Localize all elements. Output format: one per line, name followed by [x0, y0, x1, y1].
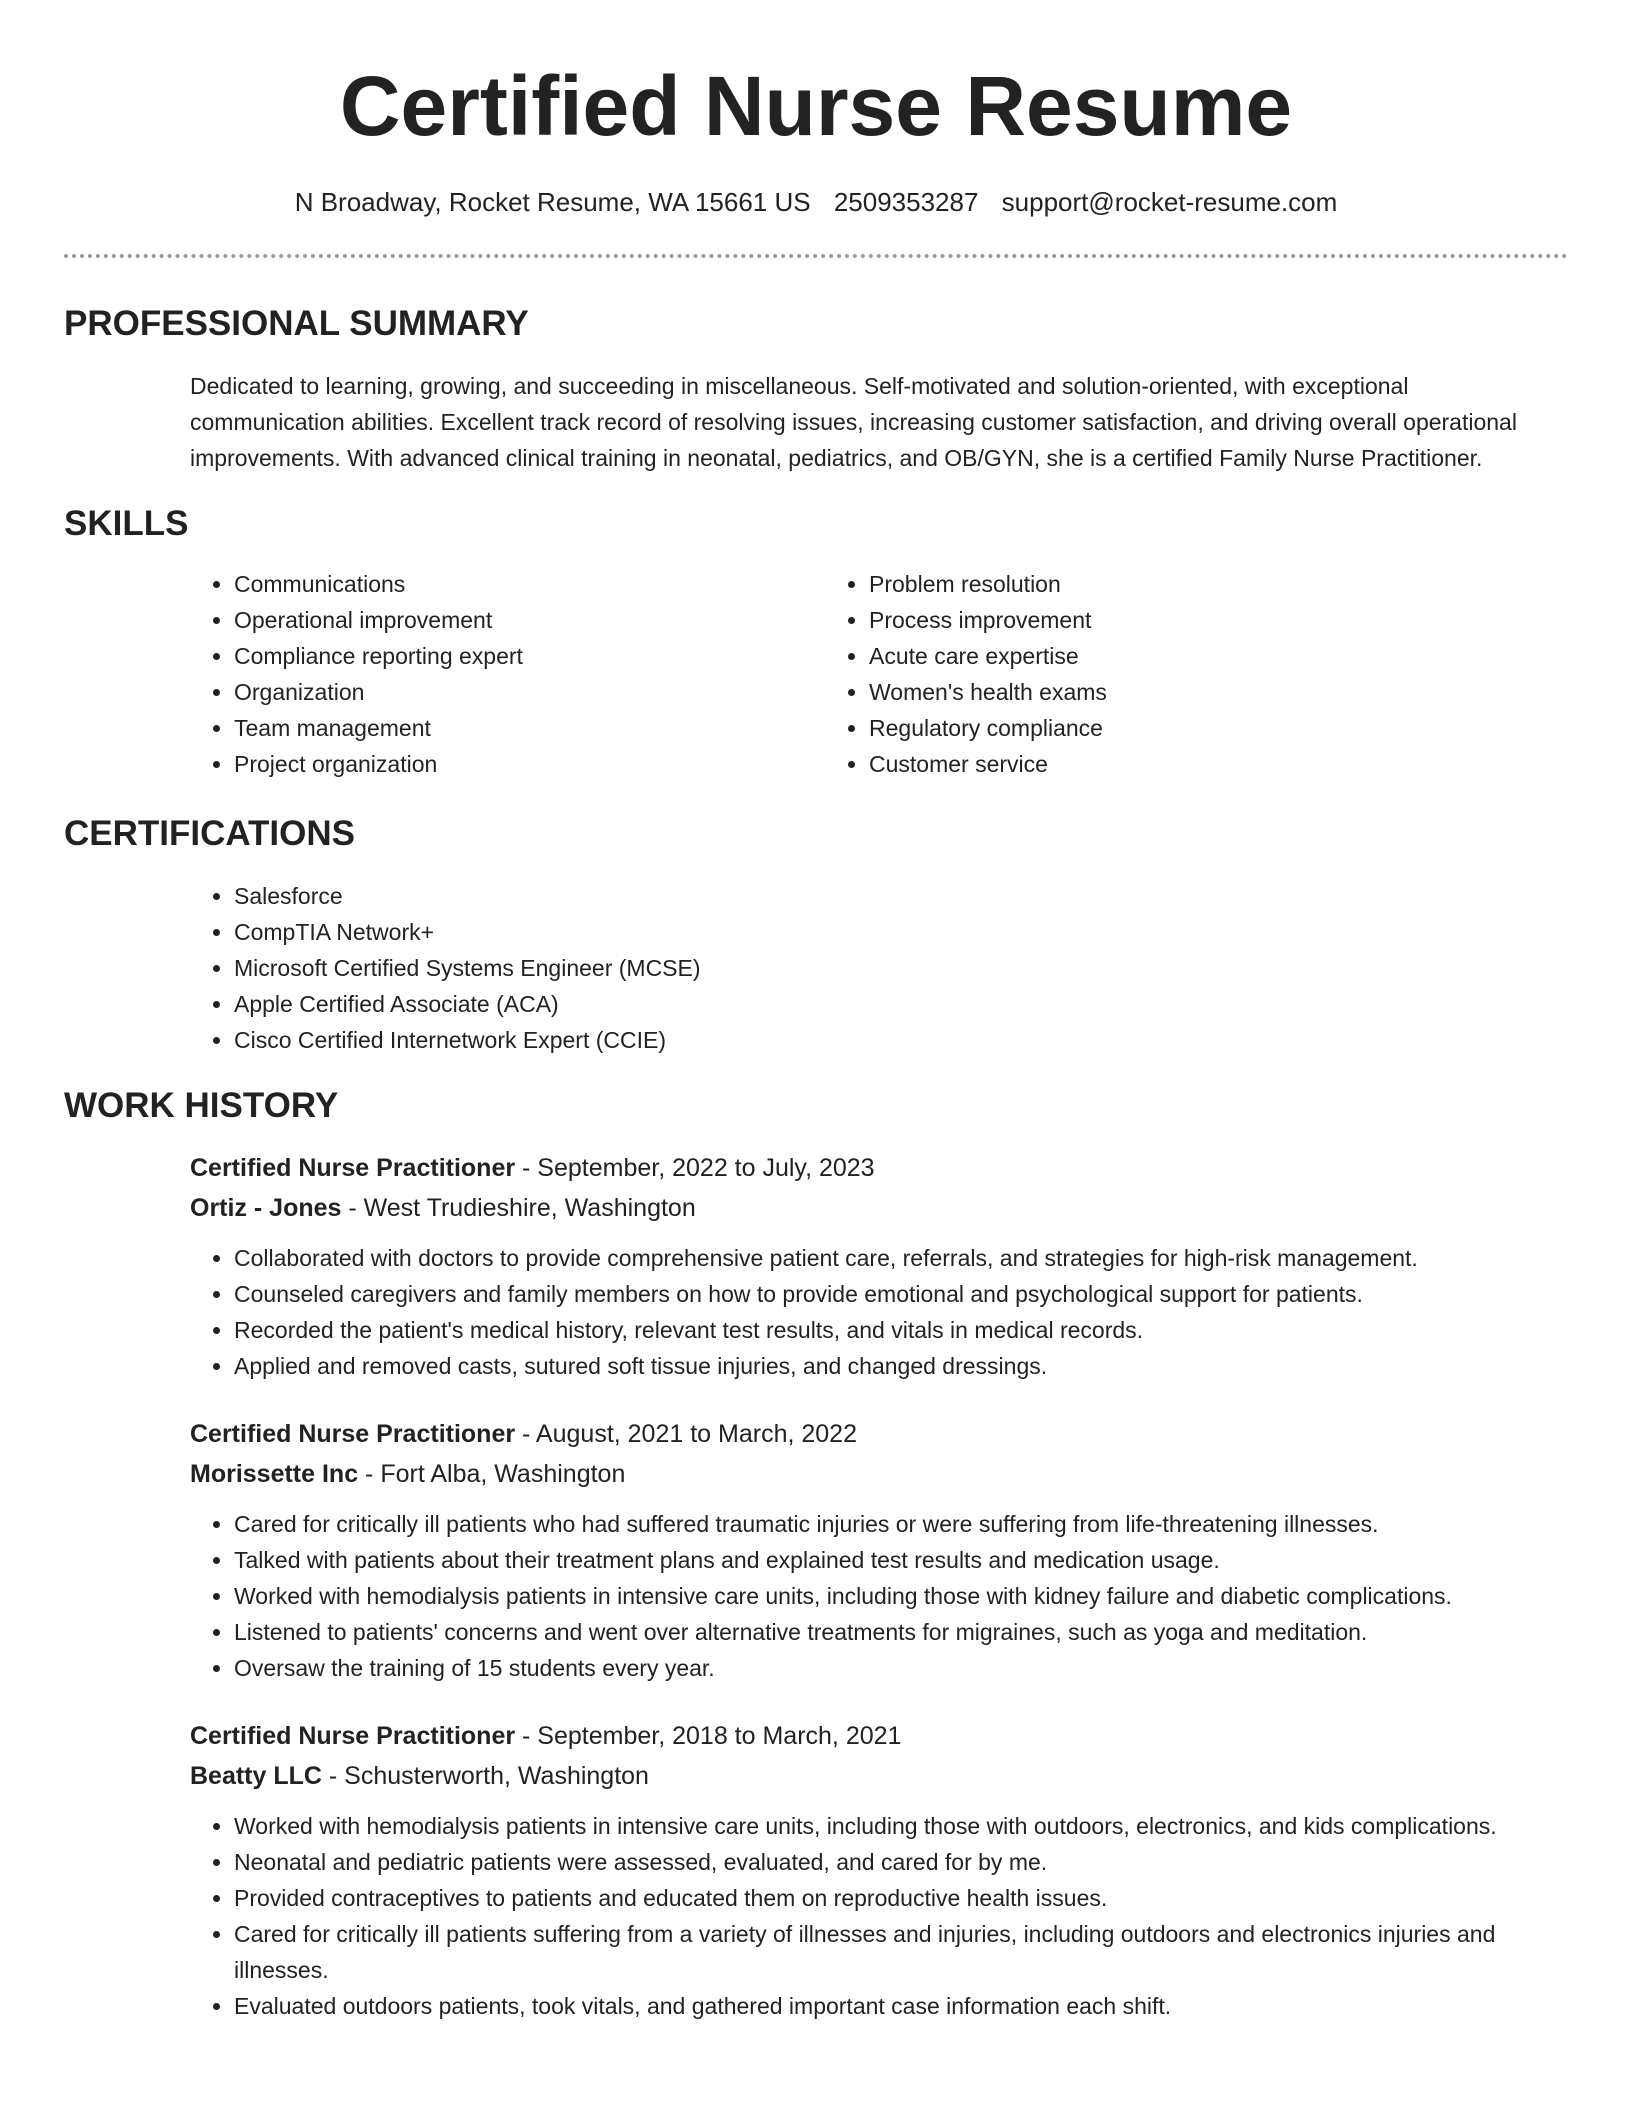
- job-title: Certified Nurse Practitioner: [190, 1154, 516, 1182]
- skills-list: [190, 566, 1568, 782]
- job-location: - West Trudieshire, Washington: [341, 1194, 696, 1222]
- resume-title: Certified Nurse Resume: [339, 59, 1293, 153]
- job-duties: [190, 1506, 1568, 1686]
- job-duties: [190, 1240, 1568, 1384]
- job-duty: • Talked with patients about their treatment plans and explained test results and medication usage.: [234, 1542, 1568, 1578]
- job-duty: • Neonatal and pediatric patients were assessed, evaluated, and cared for by me.: [234, 1844, 1568, 1880]
- job-duty: • Collaborated with doctors to provide comprehensive patient care, referrals, and strategies for high-risk management.: [234, 1240, 1568, 1276]
- skill-item: • Regulatory compliance: [869, 710, 1460, 746]
- certification-item: • Cisco Certified Internetwork Expert (CCIE): [234, 1022, 1568, 1058]
- job-location: - Schusterworth, Washington: [321, 1762, 649, 1790]
- skill-item: • Project organization: [234, 746, 825, 782]
- job-title-line: [190, 1716, 1568, 1756]
- contact-phone: 2509353287: [833, 187, 979, 217]
- job-company-line: [190, 1188, 1568, 1228]
- certification-item: • Salesforce: [234, 878, 1568, 914]
- contact-address: N Broadway, Rocket Resume, WA 15661 US: [294, 187, 811, 217]
- certifications-heading: CERTIFICATIONS: [64, 814, 356, 853]
- job-company: Beatty LLC: [190, 1762, 322, 1790]
- skills-heading: SKILLS: [64, 504, 189, 543]
- contact-info: [64, 186, 1568, 218]
- job-duty: • Cared for critically ill patients who had suffered traumatic injuries or were suffering from life-threatening illnesses.: [234, 1506, 1568, 1542]
- job-company-line: [190, 1756, 1568, 1796]
- job-duty: • Provided contraceptives to patients and educated them on reproductive health issues.: [234, 1880, 1568, 1916]
- job-entry: [190, 1716, 1568, 2024]
- job-title-line: [190, 1414, 1568, 1454]
- job-dates: - August, 2021 to March, 2022: [515, 1420, 857, 1448]
- summary-heading: PROFESSIONAL SUMMARY: [64, 304, 529, 343]
- skill-item: • Communications: [234, 566, 825, 602]
- job-duty: • Evaluated outdoors patients, took vitals, and gathered important case information each shift.: [234, 1988, 1568, 2024]
- job-duty: • Recorded the patient's medical history, relevant test results, and vitals in medical records.: [234, 1312, 1568, 1348]
- certification-item: • Microsoft Certified Systems Engineer (MCSE): [234, 950, 1568, 986]
- skills-column-left: [190, 566, 825, 782]
- header-divider: [64, 254, 1568, 258]
- job-duty: • Oversaw the training of 15 students every year.: [234, 1650, 1568, 1686]
- job-dates: - September, 2018 to March, 2021: [515, 1722, 902, 1750]
- certification-item: • CompTIA Network+: [234, 914, 1568, 950]
- summary-text: Dedicated to learning, growing, and succeeding in miscellaneous. Self-motivated and solution-oriented, with exceptional communication abilities. Excellent track record of resolving issues, increasing customer satisfaction, and driving overall operational improvements. With advanced clinical training in neonatal, pediatrics, and OB/GYN, she is a certified Family Nurse Practitioner.: [190, 373, 1517, 471]
- job-company: Morissette Inc: [190, 1460, 359, 1488]
- job-dates: - September, 2022 to July, 2023: [515, 1154, 875, 1182]
- skill-item: • Women's health exams: [869, 674, 1460, 710]
- skills-column-right: [825, 566, 1460, 782]
- job-duty: • Applied and removed casts, sutured soft tissue injuries, and changed dressings.: [234, 1348, 1568, 1384]
- job-duties: [190, 1808, 1568, 2024]
- skill-item: • Organization: [234, 674, 825, 710]
- job-entry: [190, 1414, 1568, 1686]
- job-duty: • Worked with hemodialysis patients in intensive care units, including those with kidney failure and diabetic complications.: [234, 1578, 1568, 1614]
- job-duty: • Worked with hemodialysis patients in intensive care units, including those with outdoors, electronics, and kids complications.: [234, 1808, 1568, 1844]
- job-title: Certified Nurse Practitioner: [190, 1722, 516, 1750]
- skill-item: • Process improvement: [869, 602, 1460, 638]
- certifications-list: [190, 878, 1568, 1058]
- job-company: Ortiz - Jones: [190, 1194, 342, 1222]
- job-duty: • Cared for critically ill patients suffering from a variety of illnesses and injuries, including outdoors and electronics injuries and illnesses.: [234, 1916, 1568, 1988]
- job-duty: • Counseled caregivers and family members on how to provide emotional and psychological support for patients.: [234, 1276, 1568, 1312]
- skill-item: • Compliance reporting expert: [234, 638, 825, 674]
- skill-item: • Customer service: [869, 746, 1460, 782]
- job-duty: • Listened to patients' concerns and went over alternative treatments for migraines, such as yoga and meditation.: [234, 1614, 1568, 1650]
- job-company-line: [190, 1454, 1568, 1494]
- skill-item: • Team management: [234, 710, 825, 746]
- job-title-line: [190, 1148, 1568, 1188]
- contact-email: support@rocket-resume.com: [1001, 187, 1338, 217]
- job-entry: [190, 1148, 1568, 1384]
- work-history-heading: WORK HISTORY: [64, 1086, 339, 1125]
- job-title: Certified Nurse Practitioner: [190, 1420, 516, 1448]
- certification-item: • Apple Certified Associate (ACA): [234, 986, 1568, 1022]
- job-location: - Fort Alba, Washington: [358, 1460, 626, 1488]
- skill-item: • Problem resolution: [869, 566, 1460, 602]
- skill-item: • Operational improvement: [234, 602, 825, 638]
- skill-item: • Acute care expertise: [869, 638, 1460, 674]
